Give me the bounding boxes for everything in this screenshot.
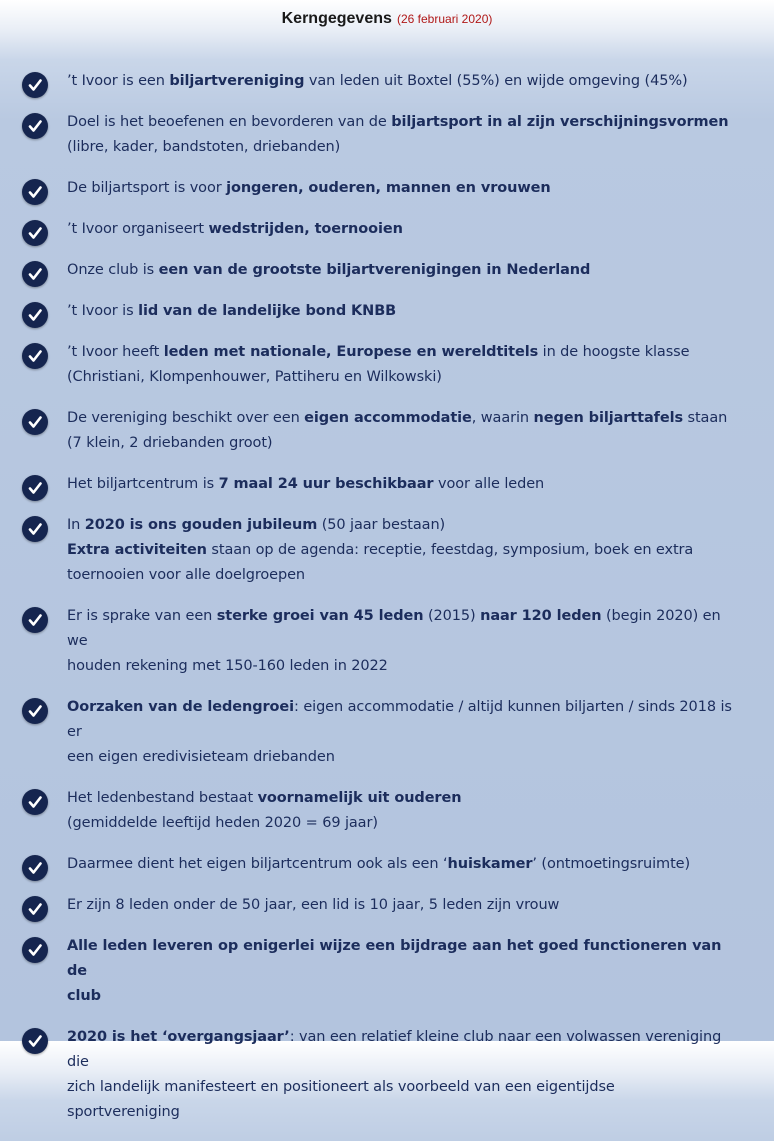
text-segment: Er zijn 8 leden onder de 50 jaar, een lid is 10 jaar, 5 leden zijn vrouw [67,897,560,913]
list-item [0,893,774,918]
text-segment: sportvereniging [67,1104,180,1120]
text-segment: voor alle leden [433,476,545,492]
bold-text: lid van de landelijke bond KNBB [138,303,397,319]
item-line [67,431,744,456]
checkmark-circle-icon [22,698,48,724]
bold-text: biljartvereniging [169,73,305,89]
text-segment: zich landelijk manifesteert en positioneert als voorbeeld van een eigentijdse [67,1079,615,1095]
checkmark-circle-icon [22,261,48,287]
text-segment: (libre, kader, bandstoten, driebanden) [67,139,341,155]
checkmark-circle-icon [22,475,48,501]
text-segment: (begin 2020) en we [67,608,721,649]
text-segment: staan [683,410,728,426]
list-item [0,934,774,1009]
text-segment: De biljartsport is voor [67,180,227,196]
item-line [67,538,744,563]
checkmark-circle-icon [22,220,48,246]
text-segment: ’t Ivoor heeft [67,344,164,360]
checkmark-circle-icon [22,343,48,369]
text-segment: De vereniging beschikt over een [67,410,305,426]
bold-text: club [67,988,101,1004]
text-segment: een eigen eredivisieteam driebanden [67,749,335,765]
text-segment: (gemiddelde leeftijd heden 2020 = 69 jaar) [67,815,378,831]
text-segment: ’t Ivoor organiseert [67,221,209,237]
item-line [67,513,744,538]
list-item [0,176,774,201]
item-line [67,654,744,679]
item-line [67,893,744,918]
text-segment: Daarmee dient het eigen biljartcentrum ook als een ‘ [67,856,448,872]
list-item [0,406,774,456]
item-line [67,258,744,283]
bold-text: negen biljarttafels [533,410,683,426]
bold-text: Oorzaken van de ledengroei [67,699,295,715]
list-item [0,604,774,679]
checkmark-circle-icon [22,937,48,963]
page-header [0,0,774,48]
checkmark-circle-icon [22,855,48,881]
item-line [67,1100,744,1125]
bold-text: sterke groei van 45 leden [216,608,424,624]
item-line [67,1075,744,1100]
key-facts-list [0,69,774,1141]
checkmark-circle-icon [22,896,48,922]
item-line [67,604,744,654]
text-segment: , waarin [471,410,534,426]
bold-text: een van de grootste biljartverenigingen in Nederland [158,262,591,278]
bold-text: eigen accommodatie [304,410,472,426]
text-segment: : eigen accommodatie / altijd kunnen biljarten / sinds 2018 is er [67,699,732,740]
text-segment: in de hoogste klasse [538,344,690,360]
list-item [0,513,774,588]
text-segment: Het biljartcentrum is [67,476,219,492]
item-line [67,406,744,431]
text-segment: Het ledenbestand bestaat [67,790,258,806]
item-line [67,365,744,390]
text-segment: : van een relatief kleine club naar een volwassen vereniging die [67,1029,722,1070]
checkmark-circle-icon [22,516,48,542]
list-item [0,110,774,160]
text-segment: ’ (ontmoetingsruimte) [532,856,691,872]
item-line [67,340,744,365]
bold-text: Alle leden leveren op enigerlei wijze een bijdrage aan het goed functioneren van de [67,938,722,979]
list-item [0,695,774,770]
bold-text: biljartsport in al zijn verschijningsvormen [391,114,729,130]
checkmark-circle-icon [22,607,48,633]
list-item [0,217,774,242]
item-line [67,69,744,94]
text-segment: (7 klein, 2 driebanden groot) [67,435,273,451]
list-item [0,852,774,877]
text-segment: Onze club is [67,262,159,278]
text-segment: Er is sprake van een [67,608,217,624]
bold-text: leden met nationale, Europese en wereldtitels [163,344,539,360]
item-line [67,110,744,135]
text-segment: (Christiani, Klompenhouwer, Pattiheru en Wilkowski) [67,369,442,385]
item-line [67,217,744,242]
text-segment: houden rekening met 150-160 leden in 2022 [67,658,388,674]
list-item [0,299,774,324]
list-item [0,1025,774,1125]
list-item [0,340,774,390]
text-segment: In [67,517,85,533]
checkmark-circle-icon [22,1028,48,1054]
bold-text: naar 120 leden [480,608,602,624]
bold-text: huiskamer [447,856,533,872]
text-segment: Doel is het beoefenen en bevorderen van de [67,114,392,130]
checkmark-circle-icon [22,179,48,205]
item-line [67,472,744,497]
item-line [67,176,744,201]
text-segment: ’t Ivoor is een [67,73,170,89]
text-segment: (50 jaar bestaan) [317,517,446,533]
checkmark-circle-icon [22,113,48,139]
item-line [67,299,744,324]
bold-text: wedstrijden, toernooien [208,221,403,237]
page-title: Kerngegevens [281,10,392,27]
item-line [67,934,744,984]
item-line [67,852,744,877]
page-date: (26 februari 2020) [396,12,493,26]
item-line [67,745,744,770]
list-item [0,69,774,94]
checkmark-circle-icon [22,409,48,435]
list-item [0,258,774,283]
bold-text: 2020 is het ‘overgangsjaar’ [67,1029,290,1045]
text-segment: staan op de agenda: receptie, feestdag, symposium, boek en extra [206,542,694,558]
item-line [67,984,744,1009]
bold-text: 7 maal 24 uur beschikbaar [218,476,434,492]
checkmark-circle-icon [22,302,48,328]
bold-text: 2020 is ons gouden jubileum [84,517,318,533]
checkmark-circle-icon [22,72,48,98]
bold-text: Extra activiteiten [67,542,207,558]
list-item [0,786,774,836]
item-line [67,811,744,836]
text-segment: van leden uit Boxtel (55%) en wijde omgeving (45%) [304,73,688,89]
text-segment: (2015) [423,608,481,624]
bold-text: jongeren, ouderen, mannen en vrouwen [226,180,551,196]
checkmark-circle-icon [22,789,48,815]
text-segment: ’t Ivoor is [67,303,139,319]
item-line [67,1025,744,1075]
item-line [67,135,744,160]
list-item [0,472,774,497]
item-line [67,563,744,588]
bold-text: voornamelijk uit ouderen [257,790,462,806]
text-segment: toernooien voor alle doelgroepen [67,567,306,583]
item-line [67,695,744,745]
item-line [67,786,744,811]
